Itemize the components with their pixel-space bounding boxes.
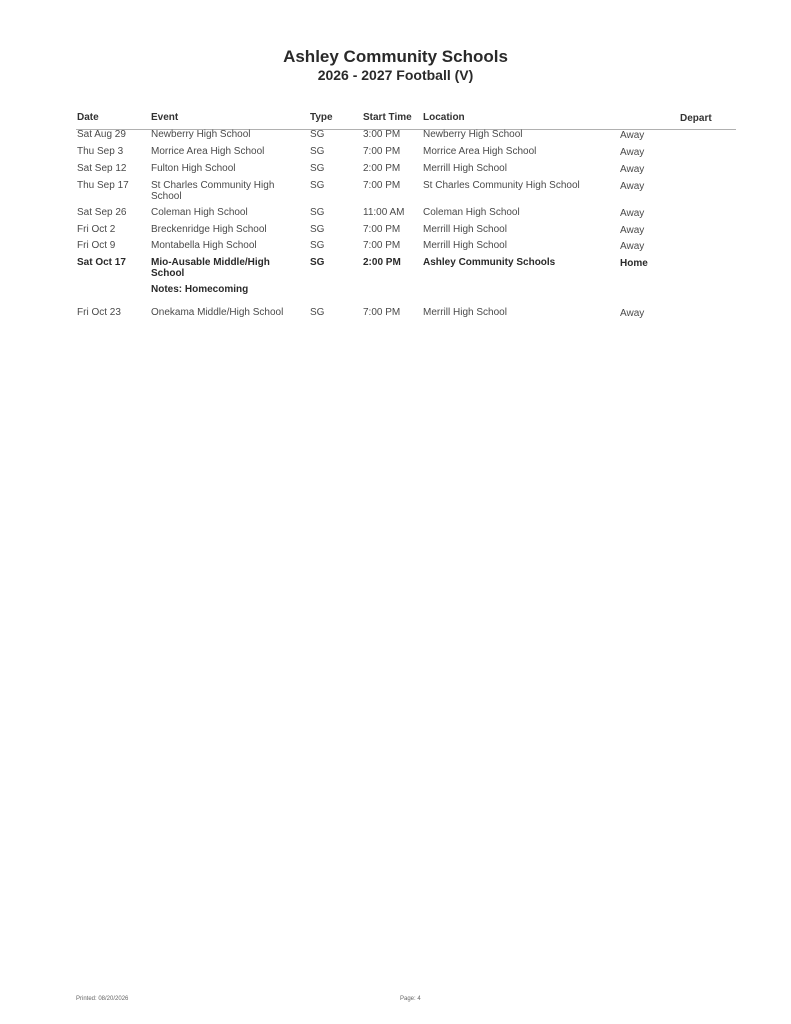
row-location: Merrill High School (423, 224, 507, 235)
row-type: SG (310, 257, 325, 268)
page-number: Page: 4 (400, 996, 421, 1002)
document-title: Ashley Community Schools (283, 47, 508, 66)
row-event: Newberry High School (151, 129, 251, 140)
row-date: Sat Sep 12 (77, 163, 127, 174)
column-header-depart: Depart (680, 113, 712, 124)
row-start-time: 2:00 PM (363, 163, 401, 174)
row-location: St Charles Community High School (423, 180, 580, 191)
row-date: Sat Aug 29 (77, 129, 126, 140)
column-header-location: Location (423, 112, 465, 123)
row-event: Morrice Area High School (151, 146, 265, 157)
row-home-away: Away (620, 181, 645, 192)
row-home-away: Away (620, 308, 645, 319)
row-date: Thu Sep 17 (77, 180, 129, 191)
row-notes: Notes: Homecoming (151, 284, 249, 295)
row-home-away: Away (620, 130, 645, 141)
row-home-away: Home (620, 258, 648, 269)
row-start-time: 7:00 PM (363, 180, 401, 191)
row-type: SG (310, 180, 325, 191)
row-location: Morrice Area High School (423, 146, 537, 157)
row-type: SG (310, 129, 325, 140)
row-date: Thu Sep 3 (77, 146, 124, 157)
row-location: Ashley Community Schools (423, 257, 556, 268)
row-start-time: 7:00 PM (363, 307, 401, 318)
row-type: SG (310, 307, 325, 318)
row-event: Breckenridge High School (151, 224, 267, 235)
row-event: Mio-Ausable Middle/High School (151, 257, 270, 279)
row-start-time: 3:00 PM (363, 129, 401, 140)
row-event: Onekama Middle/High School (151, 307, 284, 318)
row-home-away: Away (620, 208, 645, 219)
row-start-time: 2:00 PM (363, 257, 401, 268)
row-location: Newberry High School (423, 129, 523, 140)
row-event: St Charles Community High School (151, 180, 275, 202)
row-event: Fulton High School (151, 163, 236, 174)
row-home-away: Away (620, 147, 645, 158)
row-start-time: 11:00 AM (363, 207, 405, 218)
row-date: Fri Oct 2 (77, 224, 116, 235)
row-date: Sat Oct 17 (77, 257, 126, 268)
row-location: Merrill High School (423, 240, 507, 251)
document-subtitle: 2026 - 2027 Football (V) (317, 67, 474, 83)
row-location: Merrill High School (423, 163, 507, 174)
row-type: SG (310, 163, 325, 174)
row-type: SG (310, 240, 325, 251)
row-event: Coleman High School (151, 207, 248, 218)
row-date: Fri Oct 23 (77, 307, 121, 318)
row-location: Coleman High School (423, 207, 520, 218)
column-header-date: Date (77, 112, 99, 123)
row-start-time: 7:00 PM (363, 224, 401, 235)
row-type: SG (310, 224, 325, 235)
row-home-away: Away (620, 225, 645, 236)
row-home-away: Away (620, 164, 645, 175)
row-type: SG (310, 146, 325, 157)
column-header-type: Type (310, 112, 333, 123)
column-header-start-time: Start Time (363, 112, 412, 123)
column-header-event: Event (151, 112, 179, 123)
row-type: SG (310, 207, 325, 218)
row-date: Sat Sep 26 (77, 207, 127, 218)
row-date: Fri Oct 9 (77, 240, 116, 251)
row-location: Merrill High School (423, 307, 507, 318)
row-home-away: Away (620, 241, 645, 252)
printed-date: Printed: 08/20/2026 (76, 996, 129, 1002)
row-start-time: 7:00 PM (363, 146, 401, 157)
row-start-time: 7:00 PM (363, 240, 401, 251)
table-header (76, 112, 736, 130)
row-event: Montabella High School (151, 240, 257, 251)
